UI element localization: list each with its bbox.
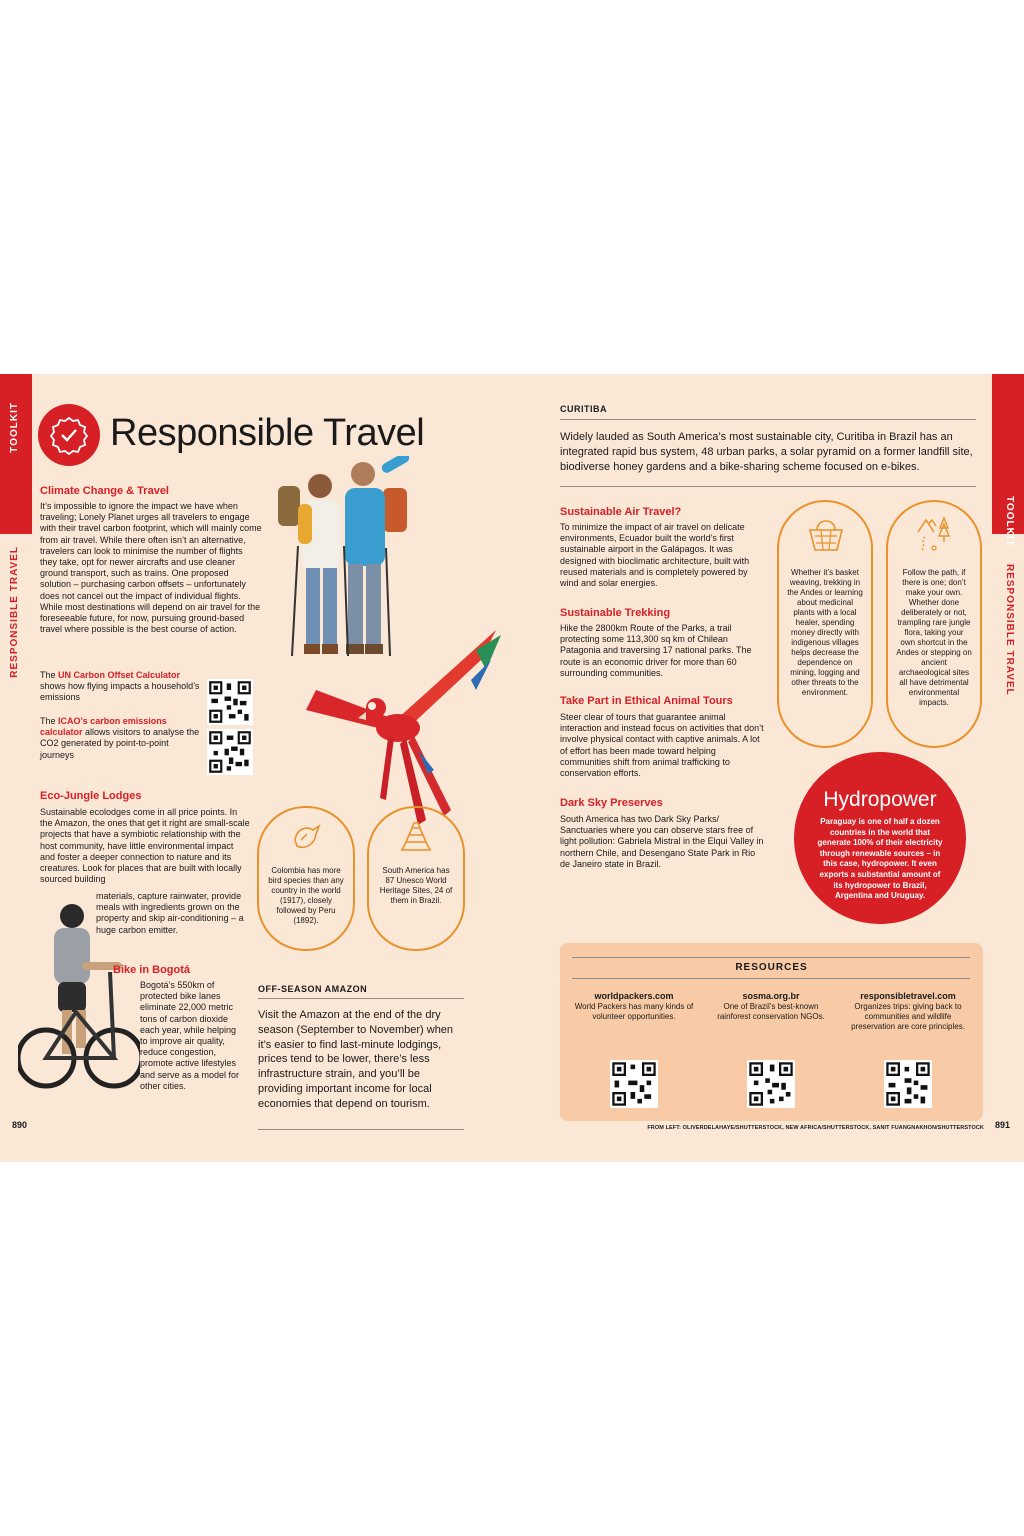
hydropower-text: Paraguay is one of half a dozen countries in the world that generate 100% of their electricity through renewable sources – in this case, hydropower. It even exports a substantial amount of its hydropower to Brazil, Argentina and Uruguay. [817,817,943,901]
book-spread [0,374,1024,1162]
worldpackers-qr-code[interactable] [610,1060,658,1108]
resource-sosma-text: One of Brazil’s best-known rainforest conservation NGOs. [717,1002,825,1021]
icao-pre: The [40,716,59,726]
icao-calculator-link[interactable]: ICAO’s carbon emissions calculator [40,716,167,738]
animal-tours-heading: Take Part in Ethical Animal Tours [560,695,733,707]
bird-fact-pill [257,806,355,951]
air-travel-text: To minimize the impact of air travel on delicate environments, Ecuador built the world’s first sustainable airport in the Galápagos. It was designed with bioclimatic architecture, built with reused materials and is completely powered by wind and solar energies. [560,522,750,589]
heritage-fact-pill [367,806,465,951]
offseason-rule-top [258,998,464,999]
eco-text-1: Sustainable ecolodges come in all price points. In the Amazon, the ones that get it right are small-scale projects that have a symbiotic relationship with the host community, have little environmental impact and foster a deeper connection to nature and its creatures. Look for places that are built with locally sourced building [40,807,250,885]
resources-rule-bottom [572,978,970,979]
basket-fact-text: Whether it’s basket weaving, trekking in the Andes or learning about medicinal plants with a local healer, spending money directly with indigenous villages helps decrease the dependence on mining, logging and other threats to the environment. [787,568,863,697]
resource-responsibletravel [846,990,970,1032]
icao-calculator-note [40,716,200,761]
offseason-rule-bottom [258,1129,464,1130]
resource-sosma-site[interactable]: sosma.org.br [742,991,800,1001]
resource-worldpackers-site[interactable]: worldpackers.com [594,991,674,1001]
trail-fact-text: Follow the path, if there is one; don’t make your own. Whether done deliberately or not, trampling rare jungle flora, taking your own shortcut in the Andes or stepping on ancient archaeological sites all have detrimental environmental impacts. [896,568,972,707]
resource-responsibletravel-text: Organizes trips: giving back to communities and wildlife preservation are core principles. [851,1002,965,1031]
dark-sky-heading: Dark Sky Preserves [560,797,663,809]
resource-worldpackers [572,990,696,1022]
page-number-left: 890 [12,1120,28,1130]
climate-text: It’s impossible to ignore the impact we have when traveling; Lonely Planet urges all travelers to engage with their travel carbon footprint, which will mainly come from air travel. While there often isn’t an alternative, travelers can look to minimise the number of flights they take, opt for newer aircrafts and use cleaner ground transport, such as trains. One proposed solution – purchasing carbon offsets – unfortunately does not cancel out the impact of individual flights. While most destinations will depend on air travel for the foreseeable future, for now, pursuing ground-based travel where possible is the best course of action. [40,501,262,635]
trail-icon [914,514,956,554]
left-tab-section: RESPONSIBLE TRAVEL [9,546,20,678]
responsibletravel-qr-code[interactable] [884,1060,932,1108]
trekking-text: Hike the 2800km Route of the Parks, a trail protecting some 113,300 sq km of Chilean Patagonia and traversing 17 national parks. The route is an economic driver for more than 60 surrounding communities. [560,623,752,678]
icao-text: allows visitors to analyse the CO2 generated by point-to-point journeys [40,727,200,760]
offseason-text: Visit the Amazon at the end of the dry season (September to November) when it’s easier to find last-minute lodgings, prices tend to be lower, there’s less infrastructure strain, and you’ll be providing important income for local economies that depend on tourism. [258,1009,454,1110]
curitiba-text: Widely lauded as South America’s most sustainable city, Curitiba in Brazil has an integrated rapid bus system, 48 urban parks, a solar pyramid on a former landfill site, biodiverse honey gardens and a bike-sharing scheme focused on e-bikes. [560,431,973,473]
page-number-right: 891 [995,1120,1011,1130]
basket-fact-pill [777,500,873,748]
resource-worldpackers-text: World Packers has many kinds of volunteer opportunities. [574,1002,694,1021]
climate-heading: Climate Change & Travel [40,485,169,497]
un-pre: The [40,670,59,680]
resource-responsibletravel-site[interactable]: responsibletravel.com [860,991,956,1001]
macaw-photo [276,620,506,832]
un-calculator-qr-code[interactable] [207,679,253,725]
hydropower-heading: Hydropower [823,788,937,811]
pyramid-icon [399,820,433,854]
curitiba-rule-top [560,419,976,420]
basket-icon [807,514,845,554]
trail-fact-pill [886,500,982,748]
trekking-heading: Sustainable Trekking [560,607,671,619]
right-tab-toolkit: TOOLKIT [1004,496,1015,547]
air-travel-heading: Sustainable Air Travel? [560,506,682,518]
page-title: Responsible Travel [110,412,425,454]
animal-tours-text: Steer clear of tours that guarantee animal interaction and instead focus on activities that don’t involve physical contact with captive animals. A lot of effort has been made toward helping communities shift from animal trafficking to conservation efforts. [560,712,764,779]
bike-text: Bogotá’s 550km of protected bike lanes eliminate 22,000 metric tons of carbon dioxide each year, while helping to improve air quality, reduce congestion, promote active lifestyles and serve as a model for other cities. [140,980,240,1091]
resources-heading: RESOURCES [735,962,808,973]
left-tab-toolkit: TOOLKIT [9,402,20,453]
un-calculator-note [40,670,200,704]
curitiba-heading: CURITIBA [560,404,607,414]
left-toolkit-tab [0,374,32,534]
offseason-heading: OFF-SEASON AMAZON [258,984,368,994]
resources-rule-top [572,957,970,958]
bike-heading: Bike in Bogotá [113,964,191,976]
curitiba-rule-bottom [560,486,976,487]
bird-icon [291,820,321,854]
resource-sosma [709,990,833,1022]
badge-check-icon [38,404,100,466]
sosma-qr-code[interactable] [747,1060,795,1108]
dark-sky-text: South America has two Dark Sky Parks/ Sanctuaries where you can observe stars free of light pollution: Gabriela Mistral in the Elqui Valley in northern Chile, and Desengano State Park in Rio de Janeiro state in Brazil. [560,814,764,869]
heritage-fact-text: South America has 87 Unesco World Heritage Sites, 24 of them in Brazil. [379,866,453,905]
eco-heading: Eco-Jungle Lodges [40,790,142,802]
icao-calculator-qr-code[interactable] [207,729,253,775]
bird-fact-text: Colombia has more bird species than any country in the world (1917), closely followed by Peru (1892). [268,866,344,925]
cyclist-photo [18,902,140,1098]
photo-credits: FROM LEFT: OLIVERDELAHAYE/SHUTTERSTOCK, NEW AFRICA/SHUTTERSTOCK, SANIT FUANGNAKHON/SHUTTERSTOCK [647,1125,984,1131]
un-calculator-link[interactable]: UN Carbon Offset Calculator [58,670,181,680]
right-tab-section: RESPONSIBLE TRAVEL [1004,564,1015,696]
un-text: shows how flying impacts a household’s emissions [40,681,200,703]
eco-text-2: materials, capture rainwater, provide meals with ingredients grown on the property and skip air-conditioning – a huge carbon emitter. [96,891,244,935]
